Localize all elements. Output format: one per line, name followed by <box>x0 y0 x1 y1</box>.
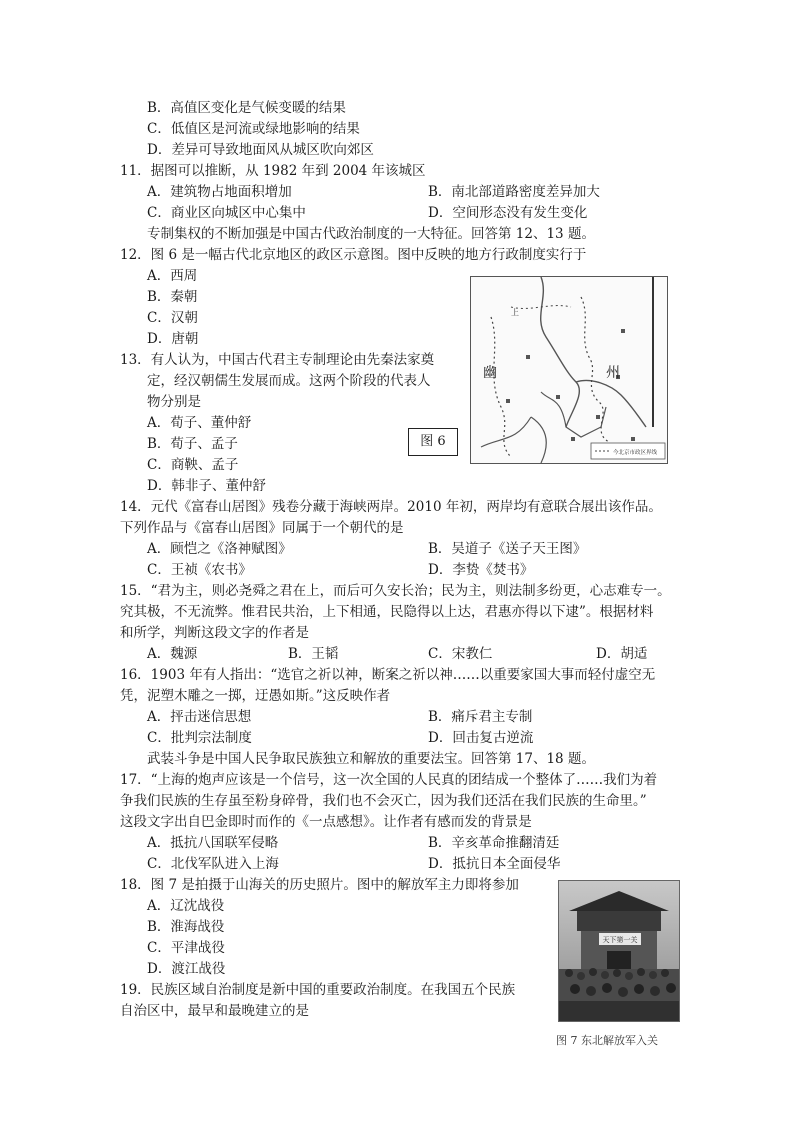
map-label-you: 幽 <box>483 365 497 381</box>
q10-option-d: D．差异可导致地面风从城区吹向郊区 <box>147 142 374 158</box>
q18-option-d: D．渡江战役 <box>147 961 226 977</box>
q18-stem: 18．图 7 是拍摄于山海关的历史照片。图中的解放军主力即将参加 <box>120 877 519 893</box>
map-label-top: 上 <box>511 308 519 317</box>
q18-option-c: C．平津战役 <box>147 940 225 956</box>
gate-sign-text: 天下第一关 <box>602 936 638 944</box>
section-intro-12-13: 专制集权的不断加强是中国古代政治制度的一大特征。回答第 12、13 题。 <box>147 226 595 242</box>
section-intro-17-18: 武装斗争是中国人民争取民族独立和解放的重要法宝。回答第 17、18 题。 <box>147 751 595 767</box>
q14-option-a: A．顾恺之《洛神赋图》 <box>147 541 292 557</box>
q14-option-b: B．吴道子《送子天王图》 <box>428 541 587 557</box>
q16-stem-line1: 16．1903 年有人指出：“选官之祈以神，断案之祈以神……以重要家国大事而轻付虚空无 <box>120 667 656 683</box>
map-label-zhou: 州 <box>606 365 620 381</box>
q17-option-a: A．抵抗八国联军侵略 <box>147 835 279 851</box>
q11-option-b: B．南北部道路密度差异加大 <box>428 184 600 200</box>
photo-drawing <box>559 881 679 1021</box>
q12-option-b: B．秦朝 <box>147 289 198 305</box>
q13-option-a: A．荀子、董仲舒 <box>147 415 252 431</box>
figure-6-label: 图 6 <box>408 428 458 456</box>
q11-stem: 11．据图可以推断，从 1982 年到 2004 年该城区 <box>120 163 426 179</box>
q13-stem-line3: 物分别是 <box>147 394 201 410</box>
q11-option-a: A．建筑物占地面积增加 <box>147 184 292 200</box>
q17-stem-line2: 争我们民族的生存虽至粉身碎骨，我们也不会灭亡，因为我们还活在我们民族的生命里。” <box>120 793 647 809</box>
q15-option-b: B．王韬 <box>288 646 339 662</box>
q17-stem-line3: 这段文字出自巴金即时而作的《一点感想》。让作者有感而发的背景是 <box>120 814 532 830</box>
q11-option-c: C．商业区向城区中心集中 <box>147 205 306 221</box>
q16-option-a: A．抨击迷信思想 <box>147 709 252 725</box>
q12-option-d: D．唐朝 <box>147 331 199 347</box>
q14-stem-line2: 下列作品与《富春山居图》同属于一个朝代的是 <box>120 520 404 536</box>
q17-stem-line1: 17．“上海的炮声应该是一个信号，这一次全国的人民真的团结成一个整体了……我们为着 <box>120 772 658 788</box>
q17-option-c: C．北伐军队进入上海 <box>147 856 279 872</box>
q14-stem-line1: 14．元代《富春山居图》残卷分藏于海峡两岸。2010 年初，两岸均有意联合展出该作品。 <box>120 499 662 515</box>
q12-option-a: A．西周 <box>147 268 198 284</box>
q13-stem-line2: 定，经汉朝儒生发展而成。这两个阶段的代表人 <box>147 373 431 389</box>
q13-option-d: D．韩非子、董仲舒 <box>147 478 266 494</box>
map-drawing <box>471 277 667 463</box>
q17-option-b: B．辛亥革命推翻清廷 <box>428 835 560 851</box>
q16-stem-line2: 凭，泥塑木雕之一掷，迂愚如斯。”这反映作者 <box>120 688 391 704</box>
q16-option-c: C．批判宗法制度 <box>147 730 252 746</box>
map-legend-text: 今北京市政区界线 <box>613 450 658 456</box>
figure-7-photo <box>558 880 680 1022</box>
q18-option-a: A．辽沈战役 <box>147 898 225 914</box>
q18-option-b: B．淮海战役 <box>147 919 225 935</box>
q14-option-c: C．王祯《农书》 <box>147 562 252 578</box>
q13-option-b: B．荀子、孟子 <box>147 436 238 452</box>
q19-stem-line1: 19．民族区域自治制度是新中国的重要政治制度。在我国五个民族 <box>120 982 516 998</box>
q15-stem-line1: 15．“君为主，则必尧舜之君在上，而后可久安长治；民为主，则法制多纷更，心志难专一。 <box>120 583 671 599</box>
q14-option-d: D．李贽《焚书》 <box>428 562 534 578</box>
q11-option-d: D．空间形态没有发生变化 <box>428 205 588 221</box>
q10-option-b: B．高值区变化是气候变暖的结果 <box>147 100 346 116</box>
figure-7-caption: 图 7 东北解放军入关 <box>556 1034 658 1047</box>
q15-option-c: C．宋教仁 <box>428 646 493 662</box>
q15-option-d: D．胡适 <box>596 646 648 662</box>
q16-option-b: B．痛斥君主专制 <box>428 709 533 725</box>
figure-6-map <box>470 276 668 464</box>
q13-stem-line1: 13．有人认为，中国古代君主专制理论由先秦法家奠 <box>120 352 435 368</box>
q17-option-d: D．抵抗日本全面侵华 <box>428 856 561 872</box>
q15-stem-line2: 究其极，不无流弊。惟君民共治，上下相通，民隐得以上达，君惠亦得以下逮”。根据材料 <box>120 604 654 620</box>
q15-option-a: A．魏源 <box>147 646 198 662</box>
q12-stem: 12．图 6 是一幅古代北京地区的政区示意图。图中反映的地方行政制度实行于 <box>120 247 587 263</box>
q15-stem-line3: 和所学，判断这段文字的作者是 <box>120 625 309 641</box>
q12-option-c: C．汉朝 <box>147 310 198 326</box>
q13-option-c: C．商鞅、孟子 <box>147 457 239 473</box>
q10-option-c: C．低值区是河流或绿地影响的结果 <box>147 121 360 137</box>
q16-option-d: D．回击复古逆流 <box>428 730 534 746</box>
q19-stem-line2: 自治区中，最早和最晚建立的是 <box>120 1003 309 1019</box>
